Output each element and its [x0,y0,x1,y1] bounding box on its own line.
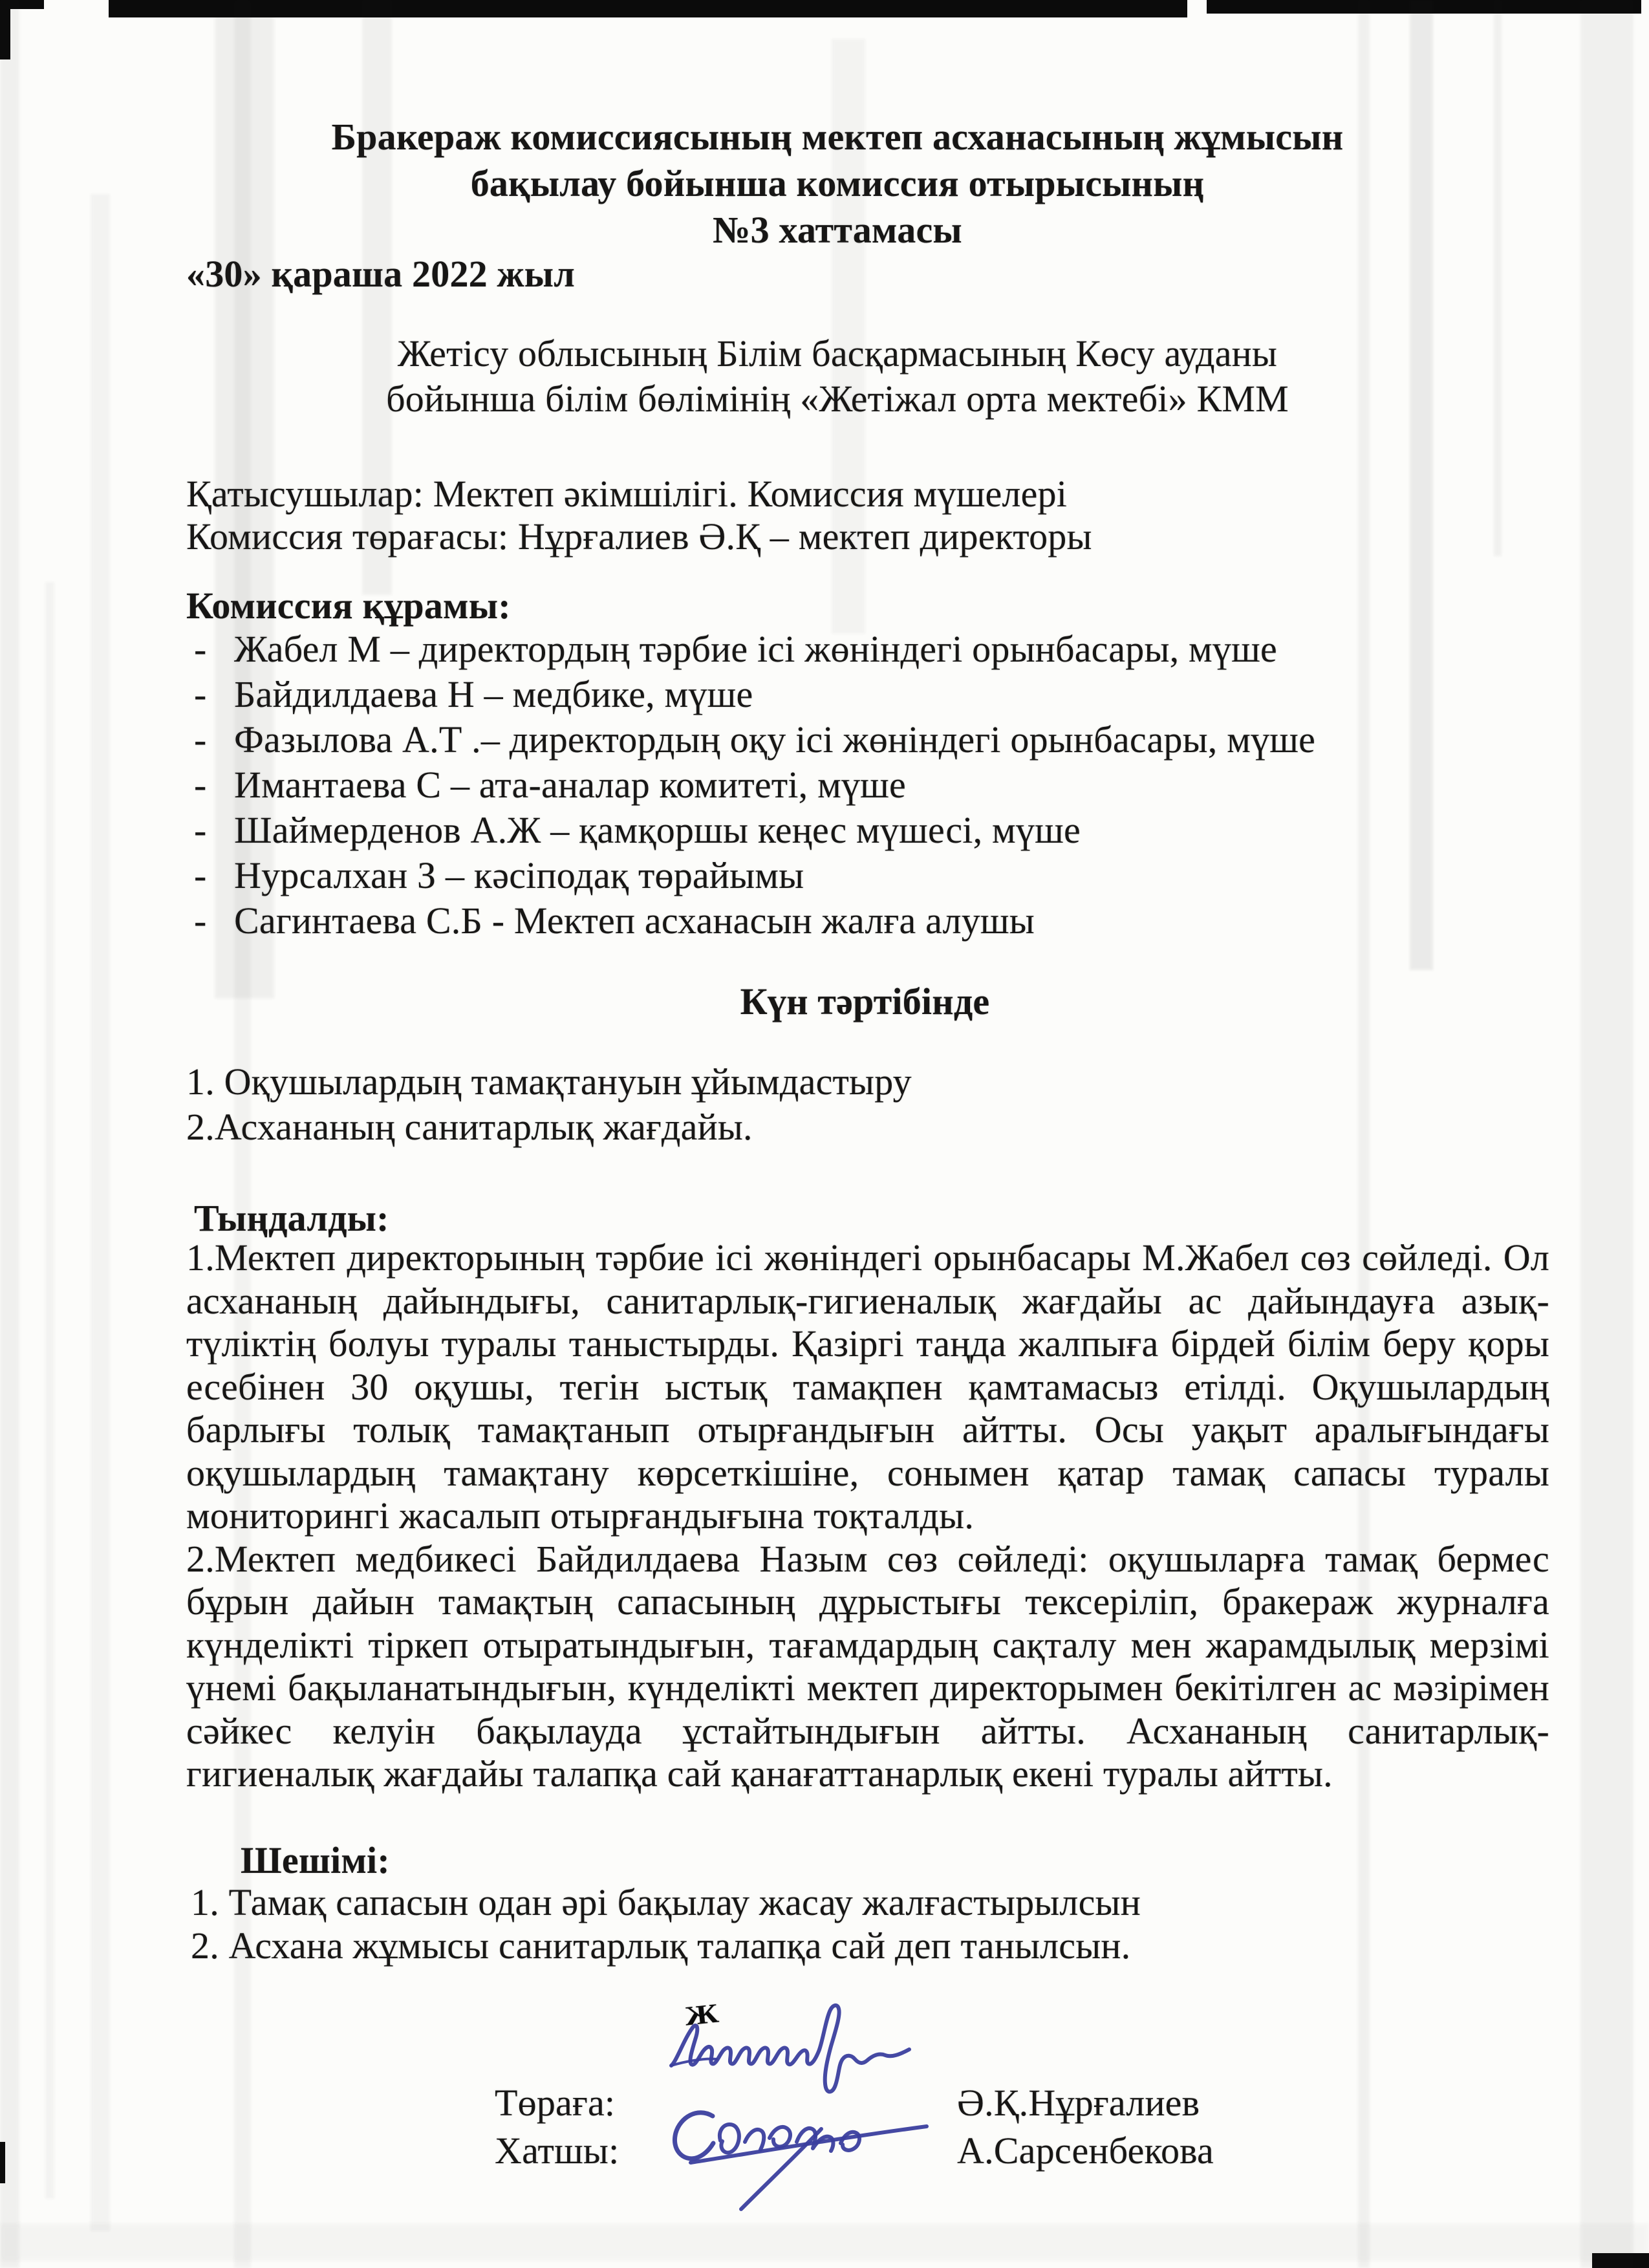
scan-artifact-edge [0,2142,5,2183]
chairman-line: Комиссия төрағасы: Нұрғалиев Ә.Қ – мектеп директоры [186,515,1092,557]
participants-line: Қатысушылар: Мектеп әкімшілігі. Комиссия мүшелері [186,473,1068,515]
heard-paragraph-2: 2.Мектеп медбикесі Байдилдаева Назым сөз сөйледі: оқушыларға тамақ бермес бұрын дайын тамақтың сапасының дұрыстығы тексеріліп, бракераж журналға күнделікті тіркеп отыратындығын, тағамдардың сақталу мен жарамдылық мерзімі үнемі бақыланатындығын, күнделікті мектеп директорымен бекітілген ас мәзірімен сәйкес келуін бақылауда ұстайтындығын айтты. Асхананың санитарлық-гигиеналық жағдайы талапқа сай қанағаттанарлық екені туралы айтты. [186,1537,1549,1795]
document-date: «30» қараша 2022 жыл [186,253,576,295]
decision-heading: Шешімі: [241,1839,390,1881]
scan-artifact-corner [10,0,44,9]
scan-streak [91,194,110,2231]
scan-streak [45,582,54,2199]
agenda-items [186,1059,912,1150]
member-text: Жабел М – директордың тәрбие ісі жөніндегі орынбасары, мүше [234,628,1277,670]
list-item [194,854,1315,899]
scan-artifact-corner [1592,2253,1649,2268]
dash-bullet: - [194,628,207,670]
commission-members-list [194,627,1315,944]
title-line-2: бақылау бойынша комиссия отырысының [470,162,1205,204]
list-item [194,763,1315,808]
agenda-item-1: 1. Оқушылардың тамақтануын ұйымдастыру [186,1061,912,1103]
member-text: Шаймерденов А.Ж – қамқоршы кеңес мүшесі, мүше [234,809,1081,851]
dash-bullet: - [194,900,207,942]
scan-artifact-corner [0,0,10,59]
organization-line-2: бойынша білім бөлімінің «Жетіжал орта мектебі» КММ [386,378,1289,420]
list-item [194,899,1315,944]
heard-heading: Тыңдалды: [194,1197,389,1239]
agenda-item-2: 2.Асхананың санитарлық жағдайы. [186,1106,753,1148]
scan-streak [0,0,19,2268]
scan-streak [1494,0,1502,556]
decision-item-2: 2. Асхана жұмысы санитарлық талапқа сай деп танылсын. [191,1925,1131,1967]
title-line-1: Бракераж комиссиясының мектеп асханасының жұмысын [331,116,1344,158]
secretary-signature [665,2090,933,2213]
organization-line-1: Жетісу облысының Білім басқармасының Көсу ауданы [397,332,1278,374]
list-item [194,673,1315,718]
title-line-3: №3 хаттамасы [713,209,962,251]
scan-streak [0,2223,1649,2261]
member-text: Фазылова А.Т .– директордың оқу ісі жөніндегі орынбасары, мүше [234,718,1316,761]
heard-body [186,1237,1549,1796]
dash-bullet: - [194,673,207,715]
member-text: Байдилдаева Н – медбике, мүше [234,673,753,715]
scan-artifact-top-bar [1207,0,1641,14]
dash-bullet: - [194,809,207,851]
dash-bullet: - [194,764,207,806]
signature-role-chairman: Төраға: [495,2082,616,2124]
member-text: Имантаева С – ата-аналар комитеті, мүше [234,764,906,806]
agenda-heading: Күн тәртібінде [740,980,990,1022]
dash-bullet: - [194,854,207,896]
signature-role-secretary: Хатшы: [495,2130,620,2172]
commission-heading: Комиссия құрамы: [186,585,511,627]
decision-items [191,1881,1141,1967]
member-text: Сагинтаева С.Б - Мектеп асханасын жалға алушы [234,900,1035,942]
list-item [194,718,1315,763]
list-item [194,808,1315,854]
scan-streak [1580,0,1633,2268]
document-title [184,114,1491,254]
dash-bullet: - [194,718,207,761]
stray-print-mark: Ж [684,1998,720,2032]
organization-block [184,331,1491,422]
scan-artifact-top-bar [109,0,1187,17]
heard-paragraph-1: 1.Мектеп директорының тәрбие ісі жөніндегі орынбасары М.Жабел сөз сөйледі. Ол асхананың дайындығы, санитарлық-гигиеналық жағдайы ас дайындауға азық-түліктің болуы туралы таныстырды. Қазіргі таңда жалпыға бірдей білім беру қоры есебінен 30 оқушы, тегін ыстық тамақпен қамтамасыз етілді. Оқушылардың барлығы толық тамақтанып отырғандығын айтты. Осы уақыт аралығындағы оқушылардың тамақтану көрсеткішіне, сонымен қатар тамақ сапасы туралы мониторингі жасалып отырғандығына тоқталды. [186,1237,1549,1537]
member-text: Нурсалхан З – кәсіподақ төрайымы [234,854,804,896]
decision-item-1: 1. Тамақ сапасын одан әрі бақылау жасау жалғастырылсын [191,1881,1141,1923]
signature-name-secretary: А.Сарсенбекова [957,2130,1214,2172]
signature-name-chairman: Ә.Қ.Нұрғалиев [957,2082,1200,2124]
chairman-signature [665,2000,917,2103]
list-item [194,627,1315,673]
